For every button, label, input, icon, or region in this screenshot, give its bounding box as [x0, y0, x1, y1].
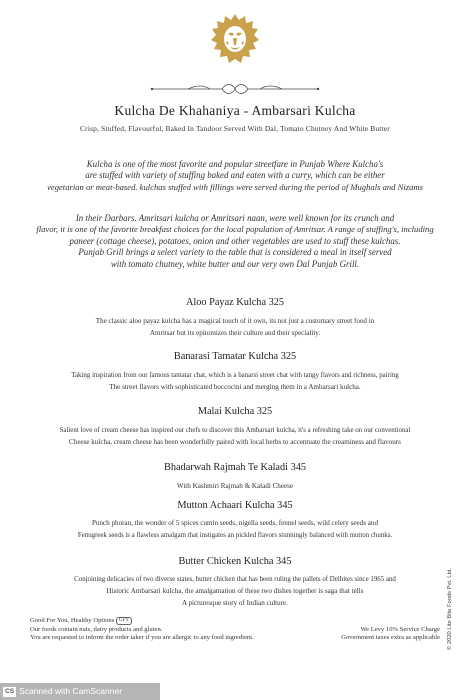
menu-item-name: Aloo Payaz Kulcha 325 [185, 297, 285, 308]
copyright-text: © 2020 Lite Bite Foods Pvt. Ltd. [447, 568, 453, 650]
healthy-options-text: Good For You, Healthy Options [30, 617, 115, 624]
menu-item-name: Malai Kulcha 325 [197, 406, 273, 417]
healthy-options-line [30, 617, 260, 626]
allergen-line: Our foods contain nuts, dairy products and gluten. [30, 625, 163, 633]
description-line: Punch phoran, the wonder of 5 spices cumin seeds, nigella seeds, fennel seeds, wild celery seeds and [91, 519, 379, 527]
gfy-badge: GFY [116, 617, 132, 625]
menu-item-description [30, 425, 440, 449]
description-line: Fenugreek seeds is a flawless amalgam that instigates an pickled flavors stunningly balanced with mutton chunks. [77, 531, 393, 539]
intro-line: are stuffed with variety of stuffing baked and eaten with a curry, which can be either [85, 170, 385, 181]
menu-item-name: Butter Chicken Kulcha 345 [178, 556, 292, 567]
description-line: The street flavors with sophisticated boccocini and merging them in a Ambarsari kulcha. [109, 382, 361, 391]
intro-line: In their Darbars. Amritsari kulcha or Amritsari naan, were well known for its crunch and [75, 213, 395, 223]
allergen-notice [30, 617, 260, 643]
camscanner-text: Scanned with CamScanner [19, 686, 123, 696]
menu-item-name: Bhadarwah Rajmah Te Kaladi 345 [163, 462, 307, 473]
description-line: With Kashmiri Rajmah & Kaladi Cheese [176, 482, 294, 490]
service-charge-text: We Levy 10% Service Charge [360, 625, 440, 633]
intro-line: with tomato chutney, white butter and our very own Dal Punjab Grill. [110, 258, 360, 269]
menu-item-description [30, 518, 440, 542]
menu-subtitle: Crisp, Stuffed, Flavourful, Baked In Tandoor Served With Dal, Tomato Chutney And White Butter [80, 124, 390, 133]
ornamental-divider [148, 82, 322, 96]
camscanner-logo-icon: CS [5, 687, 15, 695]
menu-item-name: Banarasi Tamatar Kulcha 325 [173, 351, 297, 362]
intro-line: paneer (cottage cheese), potatoes, onion and other vegetables are used to stuff these kulchas. [69, 235, 401, 246]
description-line: A picturesque story of Indian culture. [182, 598, 288, 607]
intro-line: vegetarian or meat-based. kulchas stuffed with fillings were served during the period of Mughals and Nizams [47, 181, 423, 192]
description-line: Salient love of cream cheese has inspired our chefs to discover this Ambarsari kulcha, it's a refreshing take on our conventional [59, 427, 411, 434]
taxes-text: Government taxes extra as applicable [341, 634, 440, 642]
intro-paragraph-1 [30, 159, 440, 193]
lion-crest-logo [210, 12, 260, 70]
menu-item-description [30, 574, 440, 609]
description-line: Historic Ambarsari kulcha, the amalgamation of these two dishes together is saga that tells [106, 586, 364, 595]
menu-title: Kulcha De Khahaniya - Ambarsari Kulcha [114, 103, 356, 118]
description-line: Amritsar but its epitomizes their culture and their speciality. [149, 328, 321, 337]
intro-paragraph-2 [30, 213, 440, 270]
menu-item-description [30, 481, 440, 493]
description-line: Conjoining delicacies of two diverse states, butter chicken that has been ruling the pallets of Delhites since 1965 and [74, 576, 396, 583]
menu-item-name: Mutton Achaari Kulcha 345 [177, 500, 293, 511]
intro-line: Kulcha is one of the most favorite and popular streetfare in Punjab Where Kulcha's [86, 159, 384, 169]
description-line: Taking inspiration from our famous tamatar chat, which is a banarsi street chat with tangy flavors and richness, pairing [71, 372, 399, 379]
camscanner-watermark [0, 683, 160, 700]
menu-item-description [30, 370, 440, 394]
menu-item-description [30, 316, 440, 340]
intro-line: flavor, it is one of the favorite breakfast choices for the local population of Amritsar. A range of stuffing's, including [36, 224, 434, 235]
intro-line: Punjab Grill brings a select variety to the table that is considered a meal in itself served [78, 247, 392, 258]
description-line: The classic aloo payaz kulcha has a magical touch of it own, its not just a customary street food in [95, 317, 375, 325]
description-line: Cheese kulcha, cream cheese has been wonderfully paired with local herbs to accentuate the creaminess and flavours [69, 437, 401, 446]
allergen-line: You are requested to inform the order taker if you are allergic to any food ingredient. [30, 634, 254, 642]
charges-notice [290, 617, 440, 643]
